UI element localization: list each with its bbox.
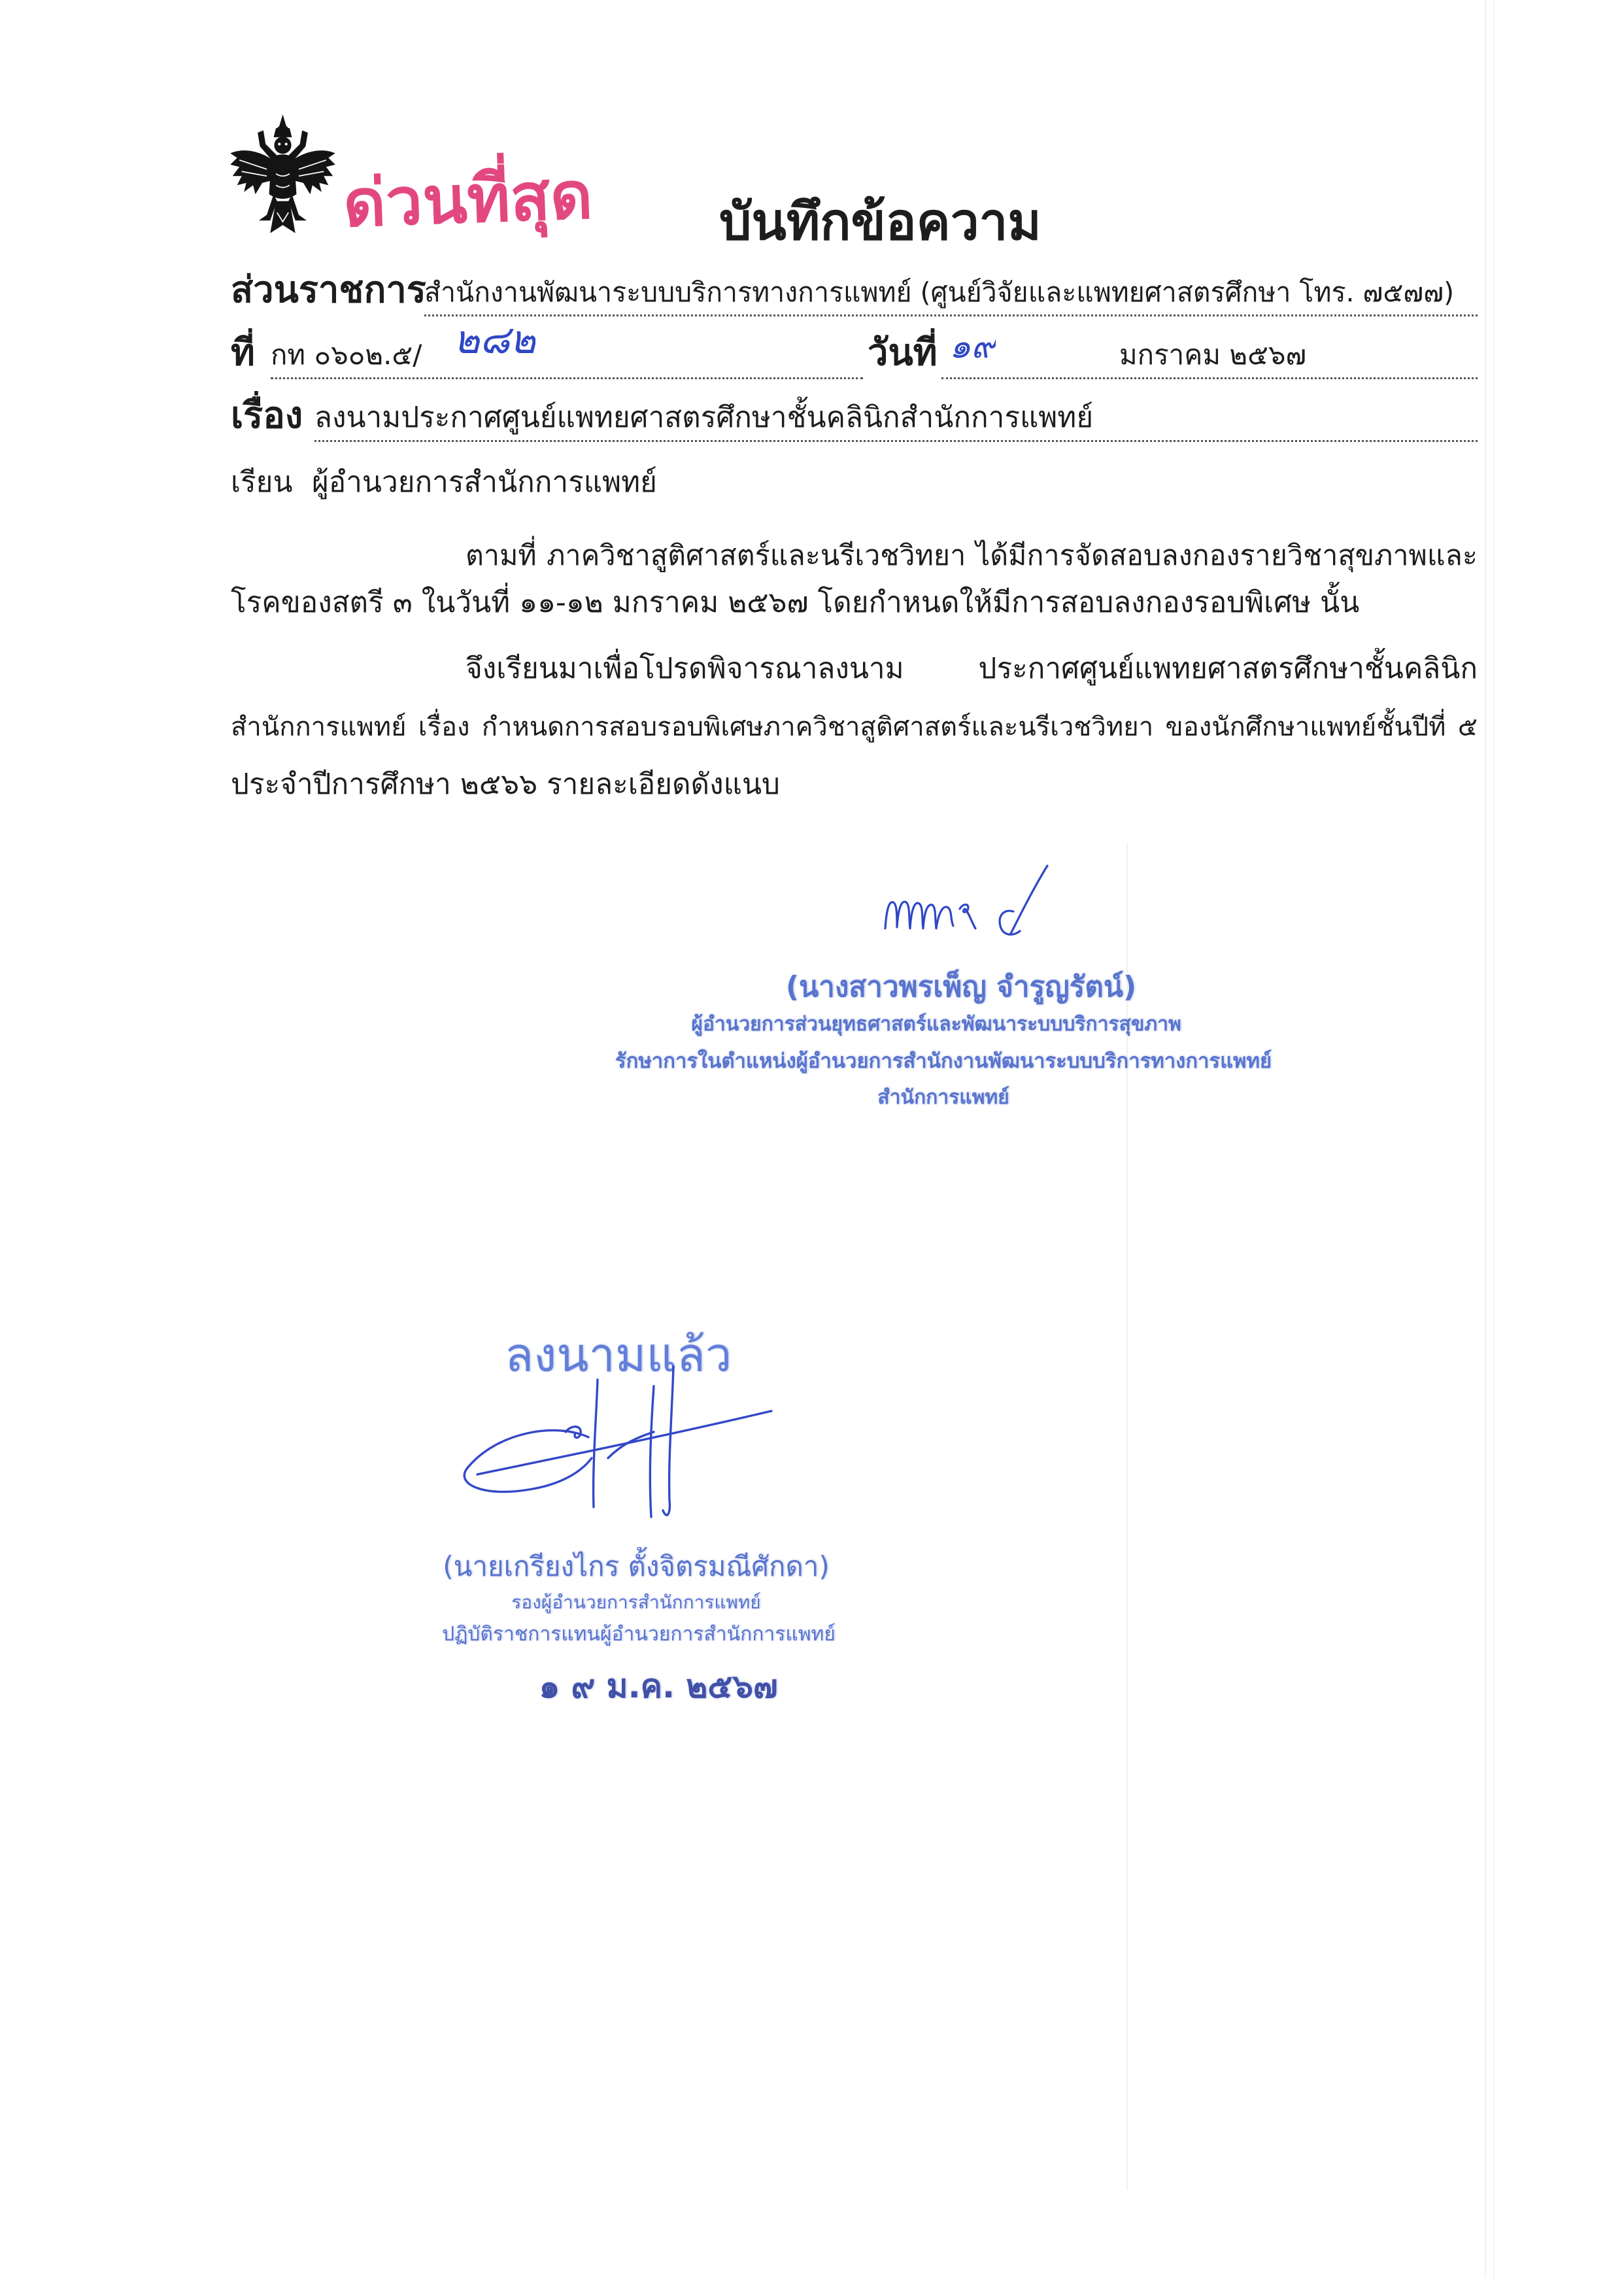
approver-signature-icon	[458, 1360, 778, 1530]
reference-number-handwritten: ๒๘๒	[454, 317, 536, 363]
body-paragraph-2-line-1: จึงเรียนมาเพื่อโปรดพิจารณาลงนาม ประกาศศูนย์แพทยศาสตรศึกษาชั้นคลินิก	[465, 652, 1478, 685]
scan-artifact-line	[1126, 843, 1128, 2190]
memo-title: บันทึกข้อความ	[719, 193, 1041, 252]
approval-stamp: ลงนามแล้ว	[505, 1327, 732, 1382]
department-label: ส่วนราชการ	[231, 269, 426, 311]
subject-value: ลงนามประกาศศูนย์แพทยศาสตรศึกษาชั้นคลินิกสำนักการแพทย์	[314, 394, 1478, 442]
signatory-position-1: ผู้อำนวยการส่วนยุทธศาสตร์และพัฒนาระบบบริการสุขภาพ	[691, 1013, 1181, 1036]
signatory-name: (นางสาวพรเพ็ญ จำรูญรัตน์)	[785, 970, 1137, 1004]
scan-artifact-line	[1485, 0, 1486, 2278]
body-paragraph-1-line-1: ตามที่ ภาควิชาสูติศาสตร์และนรีเวชวิทยา ได้มีการจัดสอบลงกองรายวิชาสุขภาพและ	[465, 539, 1478, 572]
approver-name: (นายเกรียงไกร ตั้งจิตรมณีศักดา)	[443, 1550, 830, 1582]
reference-label: ที่	[231, 332, 255, 374]
date-day-handwritten: ๑๙	[949, 327, 996, 366]
date-label: วันที่	[868, 332, 938, 374]
department-value: สำนักงานพัฒนาระบบบริการทางการแพทย์ (ศูนย์วิจัยและแพทยศาสตรศึกษา โทร. ๗๕๗๗)	[424, 268, 1478, 316]
body-paragraph-2-line-3: ประจำปีการศึกษา ๒๕๖๖ รายละเอียดดังแนบ	[231, 768, 780, 801]
approval-date: ๑ ๙ ม.ค. ๒๕๖๗	[539, 1667, 778, 1705]
garuda-emblem-icon	[226, 114, 340, 235]
salutation-value: ผู้อำนวยการสำนักการแพทย์	[312, 466, 657, 499]
salutation-label: เรียน	[231, 466, 293, 499]
reference-prefix: กท ๐๖๐๒.๕/	[271, 339, 422, 371]
scan-artifact-line	[1493, 0, 1495, 2278]
body-paragraph-2-line-2: สำนักการแพทย์ เรื่อง กำหนดการสอบรอบพิเศษภาควิชาสูติศาสตร์และนรีเวชวิทยา ของนักศึกษาแพทย์ชั้นปีที่ ๕	[231, 712, 1478, 742]
signatory-position-3: สำนักการแพทย์	[877, 1086, 1009, 1109]
body-paragraph-1-line-2: โรคของสตรี ๓ ในวันที่ ๑๑-๑๒ มกราคม ๒๕๖๗ โดยกำหนดให้มีการสอบลงกองรอบพิเศษ นั้น	[231, 586, 1360, 619]
date-month-year: มกราคม ๒๕๖๗	[1119, 339, 1307, 371]
subject-label: เรื่อง	[231, 394, 303, 437]
approver-position-2: ปฏิบัติราชการแทนผู้อำนวยการสำนักการแพทย์	[442, 1623, 836, 1646]
urgent-stamp: ด่วนที่สุด	[342, 156, 594, 243]
signatory-position-2: รักษาการในตำแหน่งผู้อำนวยการสำนักงานพัฒนาระบบบริการทางการแพทย์	[615, 1049, 1272, 1073]
approver-position-1: รองผู้อำนวยการสำนักการแพทย์	[511, 1591, 761, 1613]
signatory-signature-icon	[883, 863, 1053, 948]
